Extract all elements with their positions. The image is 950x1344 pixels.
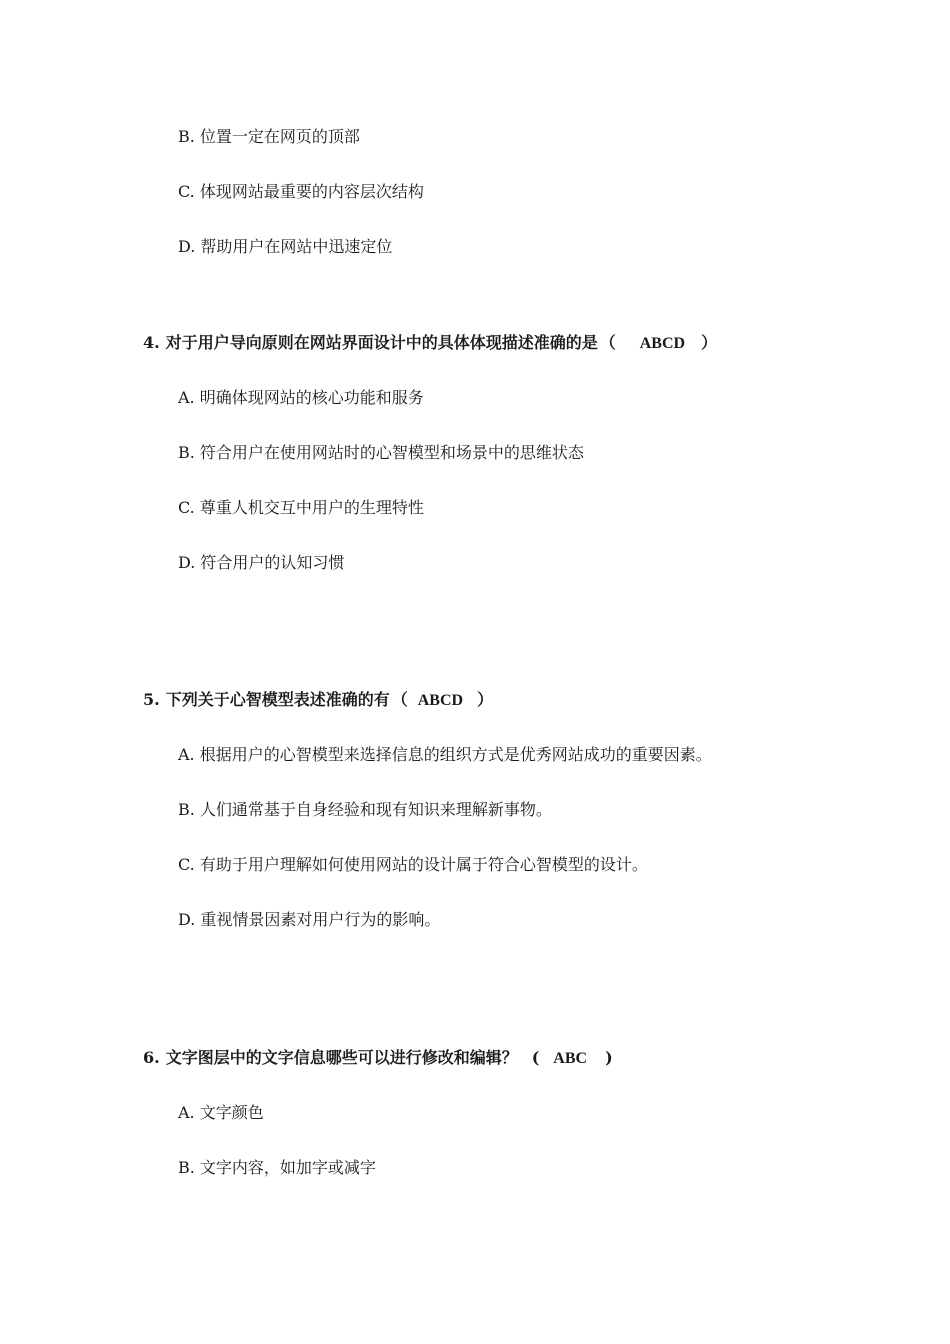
q4-option-b: B. 符合用户在使用网站时的心智模型和场景中的思维状态 xyxy=(178,443,584,462)
q4-option-d: D. 符合用户的认知习惯 xyxy=(178,553,345,572)
question-4-paren-close: ） xyxy=(701,333,718,352)
question-6-paren-close: ) xyxy=(605,1048,613,1067)
q5-option-a: A. 根据用户的心智模型来选择信息的组织方式是优秀网站成功的重要因素。 xyxy=(178,745,712,764)
q5-option-c: C. 有助于用户理解如何使用网站的设计属于符合心智模型的设计。 xyxy=(178,855,648,874)
q3-option-c: C. 体现网站最重要的内容层次结构 xyxy=(178,182,424,201)
question-5-number: 5. xyxy=(143,690,160,709)
q6-option-a: A. 文字颜色 xyxy=(178,1103,264,1122)
question-6-paren-open: ( xyxy=(531,1048,540,1067)
question-4-answer: ABCD xyxy=(639,335,686,352)
question-5-text: 下列关于心智模型表述准确的有 xyxy=(165,690,390,709)
question-5-answer: ABCD xyxy=(417,692,464,709)
question-4-text: 对于用户导向原则在网站界面设计中的具体体现描述准确的是 xyxy=(165,333,598,352)
q5-option-d: D. 重视情景因素对用户行为的影响。 xyxy=(178,910,441,929)
q3-option-b: B. 位置一定在网页的顶部 xyxy=(178,127,360,146)
question-6-answer: ABC xyxy=(553,1050,588,1067)
question-5-paren-open: （ xyxy=(391,690,408,709)
q4-option-c: C. 尊重人机交互中用户的生理特性 xyxy=(178,498,424,517)
question-4 xyxy=(143,333,717,354)
question-6 xyxy=(143,1048,613,1069)
question-6-number: 6. xyxy=(143,1048,160,1067)
q4-option-a: A. 明确体现网站的核心功能和服务 xyxy=(178,388,424,407)
q5-option-b: B. 人们通常基于自身经验和现有知识来理解新事物。 xyxy=(178,800,552,819)
question-4-number: 4. xyxy=(143,333,160,352)
question-4-paren-open: （ xyxy=(599,333,616,352)
q3-option-d: D. 帮助用户在网站中迅速定位 xyxy=(178,237,393,256)
question-5 xyxy=(143,690,493,711)
q6-option-b: B. 文字内容，如加字或减字 xyxy=(178,1158,376,1177)
question-5-paren-close: ） xyxy=(477,690,494,709)
question-6-text: 文字图层中的文字信息哪些可以进行修改和编辑？ xyxy=(165,1048,518,1067)
